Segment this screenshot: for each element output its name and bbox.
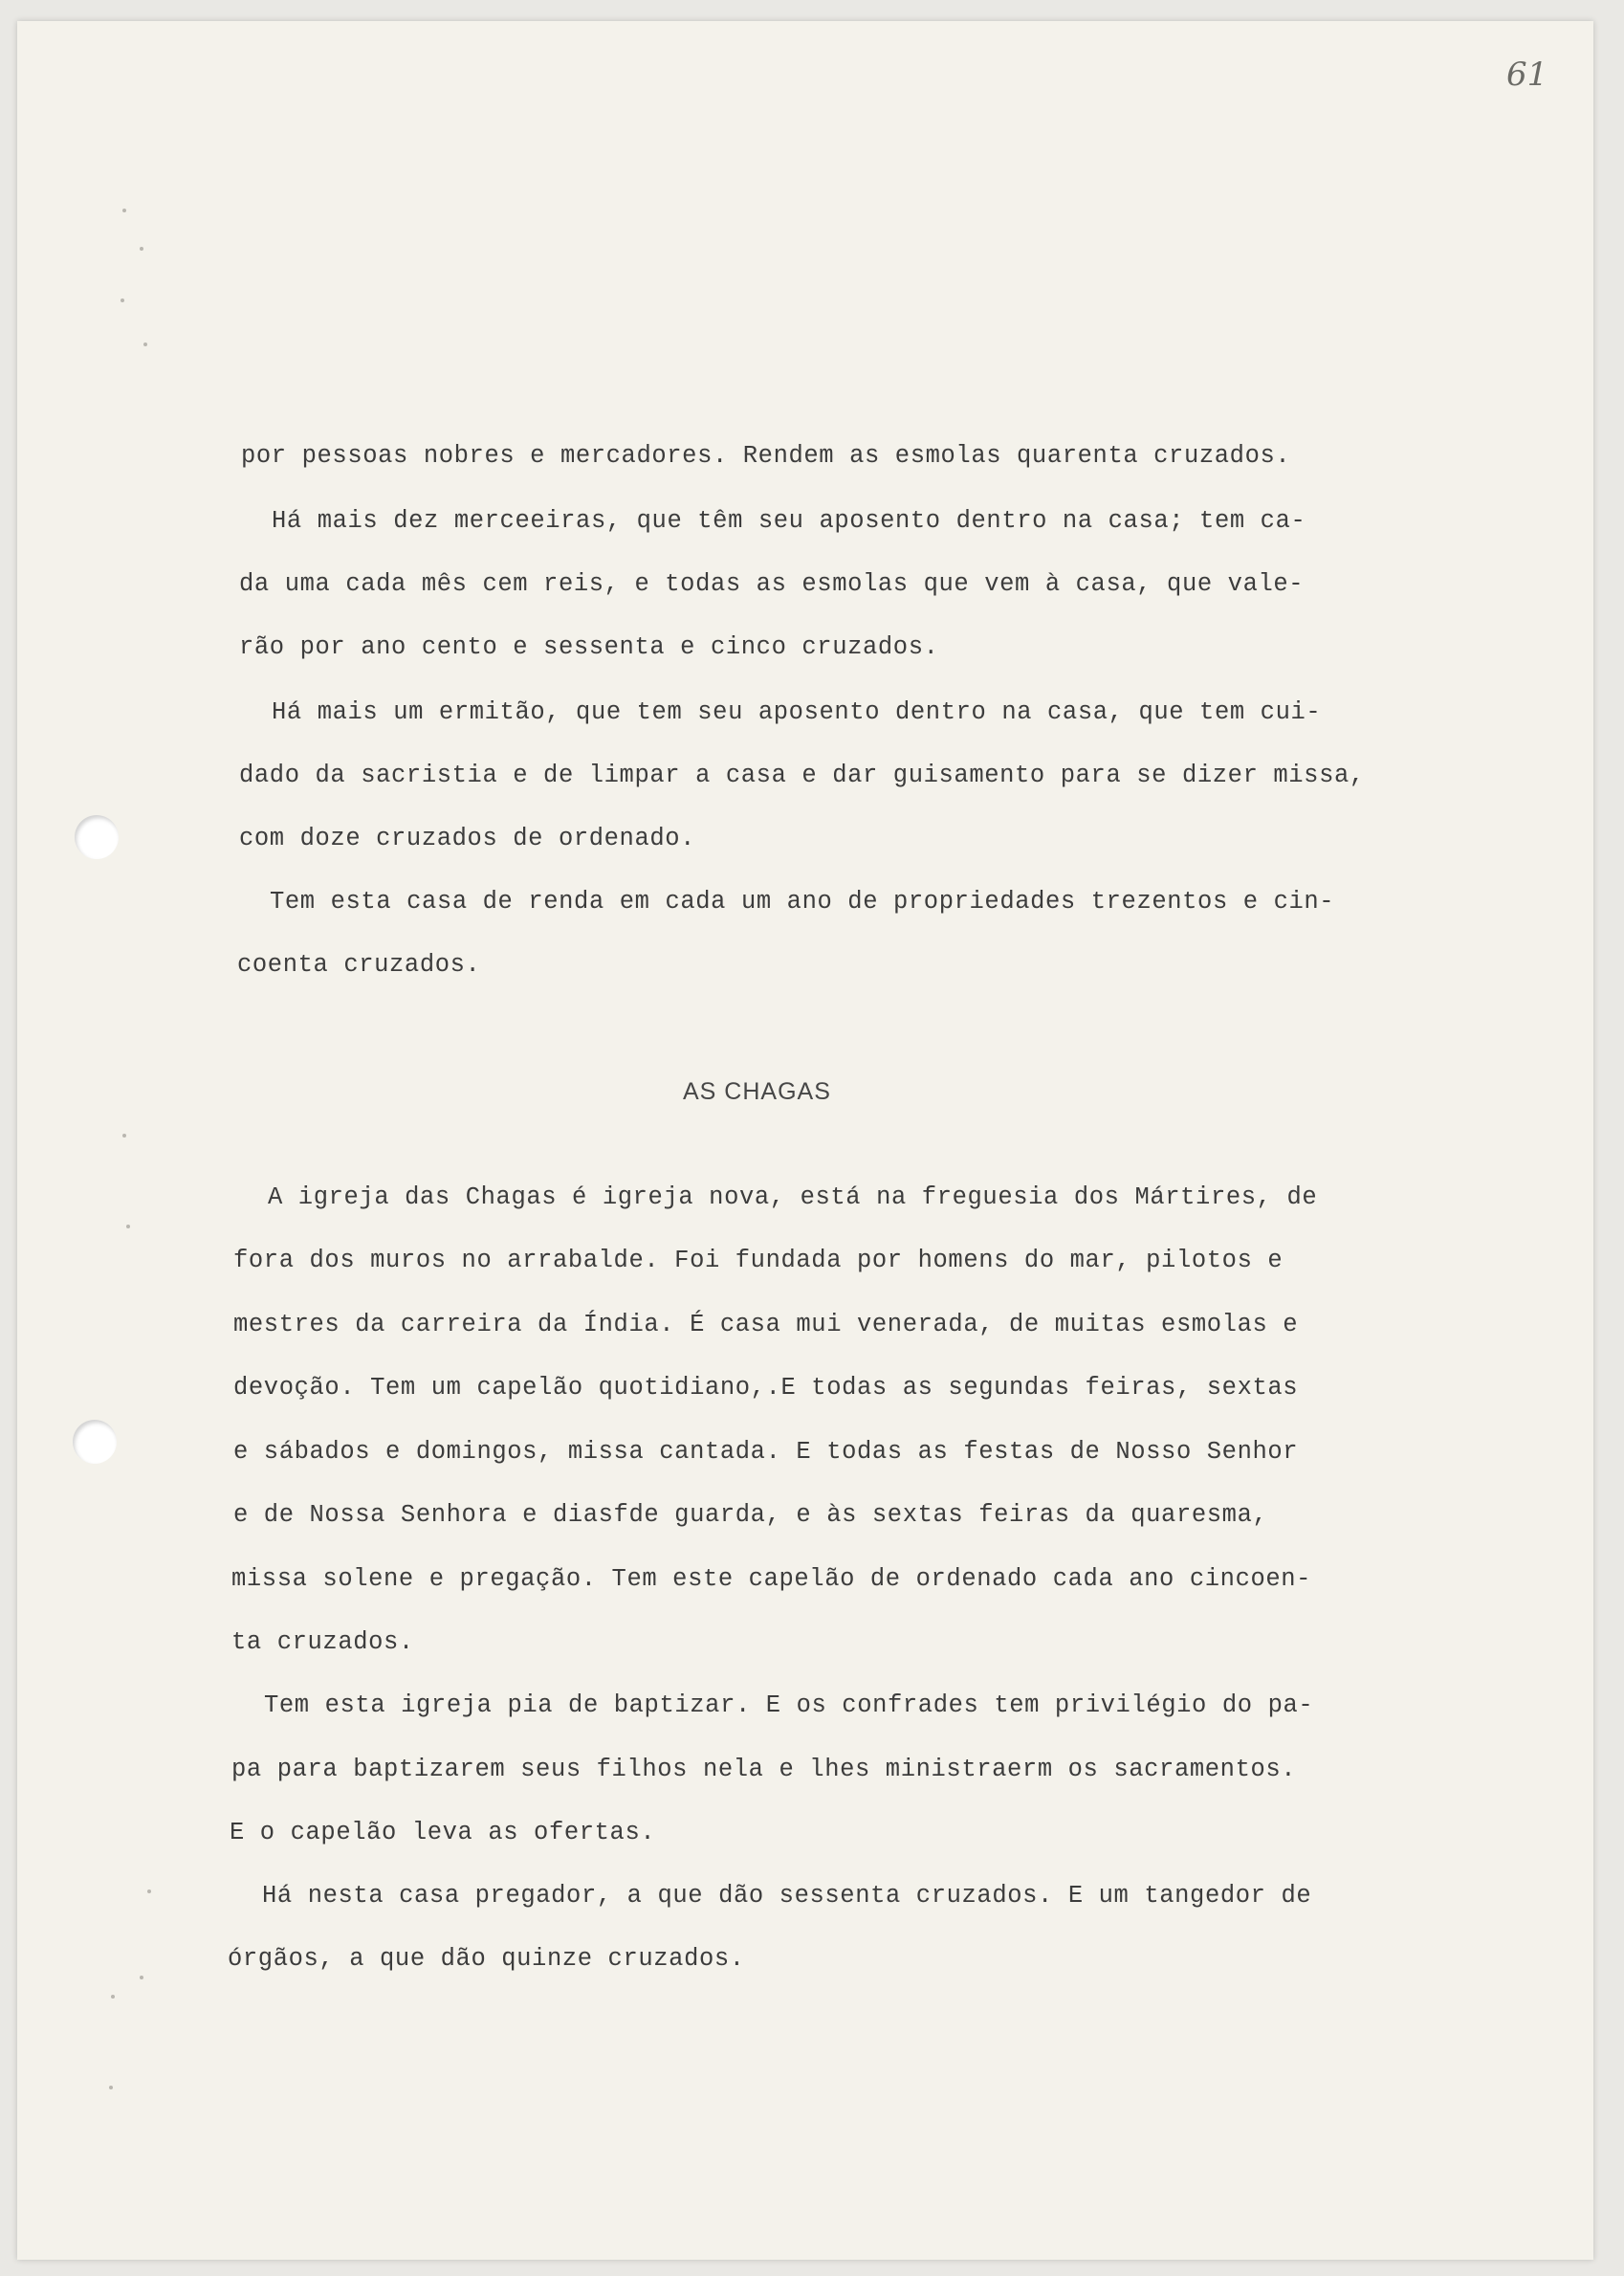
text-line: dado da sacristia e de limpar a casa e dar guisamento para se dizer missa, bbox=[239, 762, 1365, 789]
margin-speck bbox=[143, 343, 147, 346]
section-heading: AS CHAGAS bbox=[683, 1078, 831, 1105]
text-line: A igreja das Chagas é igreja nova, está na freguesia dos Mártires, de bbox=[268, 1183, 1318, 1211]
margin-speck bbox=[126, 1225, 130, 1228]
text-line: com doze cruzados de ordenado. bbox=[239, 825, 696, 852]
margin-speck bbox=[122, 209, 126, 212]
punch-hole-bottom bbox=[73, 1420, 117, 1464]
text-line: E o capelão leva as ofertas. bbox=[230, 1819, 656, 1846]
page-number: 61 bbox=[1506, 55, 1548, 94]
text-line: rão por ano cento e sessenta e cinco cruzados. bbox=[239, 633, 939, 661]
text-line: fora dos muros no arrabalde. Foi fundada por homens do mar, pilotos e bbox=[233, 1247, 1284, 1274]
margin-speck bbox=[121, 298, 124, 302]
text-line: órgãos, a que dão quinze cruzados. bbox=[228, 1945, 745, 1973]
text-line: da uma cada mês cem reis, e todas as esmolas que vem à casa, que vale- bbox=[239, 570, 1305, 598]
text-line: devoção. Tem um capelão quotidiano,.E todas as segundas feiras, sextas bbox=[233, 1374, 1299, 1402]
text-line: Há mais um ermitão, que tem seu aposento dentro na casa, que tem cui- bbox=[272, 698, 1322, 726]
margin-speck bbox=[122, 1134, 126, 1138]
text-line: e de Nossa Senhora e diasfde guarda, e às sextas feiras da quaresma, bbox=[233, 1501, 1268, 1529]
text-line: coenta cruzados. bbox=[237, 951, 481, 979]
margin-speck bbox=[147, 1889, 151, 1893]
text-line: missa solene e pregação. Tem este capelão de ordenado cada ano cincoen- bbox=[231, 1565, 1312, 1593]
text-line: mestres da carreira da Índia. É casa mui venerada, de muitas esmolas e bbox=[233, 1311, 1299, 1338]
margin-speck bbox=[140, 247, 143, 251]
margin-speck bbox=[111, 1995, 115, 1999]
margin-speck bbox=[140, 1976, 143, 1979]
text-line: Há nesta casa pregador, a que dão sessenta cruzados. E um tangedor de bbox=[262, 1882, 1312, 1910]
text-line: ta cruzados. bbox=[231, 1628, 414, 1656]
margin-speck bbox=[109, 2086, 113, 2089]
punch-hole-top bbox=[75, 815, 119, 859]
text-line: Tem esta igreja pia de baptizar. E os confrades tem privilégio do pa- bbox=[264, 1691, 1314, 1719]
text-line: Tem esta casa de renda em cada um ano de propriedades trezentos e cin- bbox=[270, 888, 1335, 916]
text-line: e sábados e domingos, missa cantada. E todas as festas de Nosso Senhor bbox=[233, 1438, 1299, 1466]
document-page bbox=[17, 21, 1593, 2260]
text-line: Há mais dez merceeiras, que têm seu aposento dentro na casa; tem ca- bbox=[272, 507, 1306, 535]
text-line: pa para baptizarem seus filhos nela e lhes ministraerm os sacramentos. bbox=[231, 1756, 1297, 1783]
text-line: por pessoas nobres e mercadores. Rendem as esmolas quarenta cruzados. bbox=[241, 442, 1291, 470]
